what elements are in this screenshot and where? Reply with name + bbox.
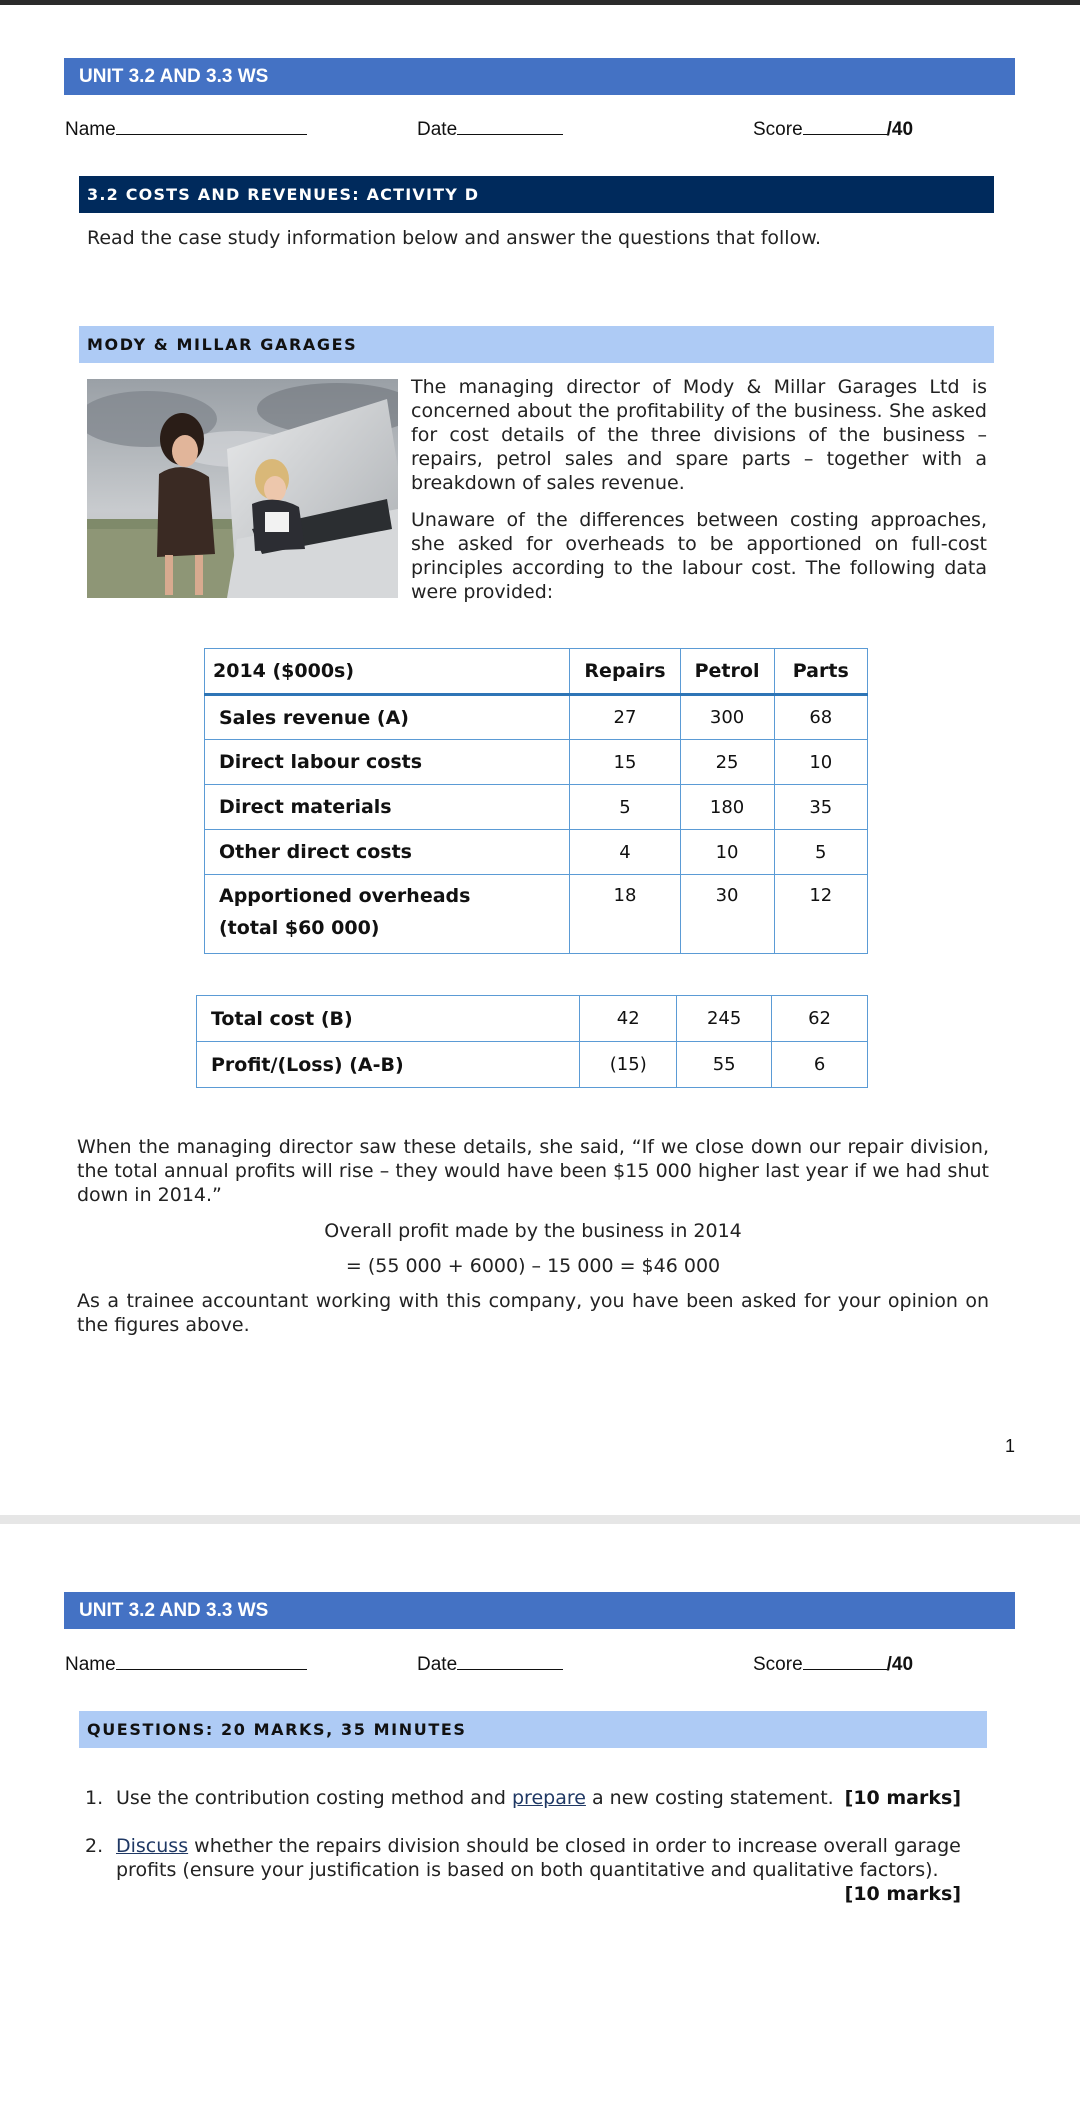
date-field[interactable] — [417, 116, 563, 141]
cell-parts: 35 — [774, 785, 867, 830]
row-label-line1: Apportioned overheads — [219, 885, 471, 907]
row-label-line2: (total $60 000) — [219, 917, 380, 939]
table-row — [197, 996, 868, 1042]
table-row — [205, 695, 868, 740]
header-year: 2014 ($000s) — [205, 649, 570, 695]
marks-label: [10 marks] — [844, 1883, 961, 1905]
cell-repairs: 15 — [570, 740, 680, 785]
cell-parts: 10 — [774, 740, 867, 785]
score-total: /40 — [886, 119, 914, 140]
case-study-heading: MODY & MILLAR GARAGES — [79, 326, 994, 363]
cost-table — [204, 648, 868, 954]
score-field[interactable] — [753, 1651, 913, 1676]
question-number: 2. — [85, 1835, 104, 1857]
question-list — [85, 1786, 961, 1930]
score-label: Score — [753, 1654, 803, 1675]
row-label: Sales revenue (A) — [205, 695, 570, 740]
row-label: Total cost (B) — [197, 996, 580, 1042]
name-field[interactable] — [65, 116, 307, 141]
cell-repairs: 27 — [570, 695, 680, 740]
broken-down-car-photo — [87, 379, 398, 598]
date-label: Date — [417, 119, 458, 140]
intro-text: Read the case study information below and answer the questions that follow. — [87, 227, 822, 249]
cell-repairs: 42 — [580, 996, 677, 1042]
row-label — [205, 875, 570, 954]
question-text: a new costing statement. — [591, 1787, 834, 1809]
name-label: Name — [65, 1654, 116, 1675]
profit-table — [196, 995, 868, 1088]
command-word: prepare — [512, 1787, 586, 1809]
cell-parts: 6 — [772, 1042, 868, 1088]
case-study-photo — [87, 379, 398, 598]
table-row — [205, 830, 868, 875]
score-field[interactable] — [753, 116, 913, 141]
questions-heading: QUESTIONS: 20 MARKS, 35 MINUTES — [79, 1711, 987, 1748]
marks-label: [10 marks] — [844, 1787, 961, 1809]
activity-heading: 3.2 COSTS AND REVENUES: ACTIVITY D — [79, 176, 994, 213]
cell-petrol: 300 — [680, 695, 774, 740]
case-paragraph-2: Unaware of the differences between costing approaches, she asked for overheads to be apportioned on full-cost principles according to the labour cost. The following data were provided: — [411, 509, 987, 603]
cell-repairs: 5 — [570, 785, 680, 830]
cell-parts: 5 — [774, 830, 867, 875]
header-repairs: Repairs — [570, 649, 680, 695]
overall-profit-line1: Overall profit made by the business in 2014 — [324, 1220, 742, 1242]
cell-repairs: 4 — [570, 830, 680, 875]
cell-petrol: 30 — [680, 875, 774, 954]
question-text: Use the contribution costing method and — [116, 1787, 506, 1809]
score-total: /40 — [886, 1654, 914, 1675]
page-number: 1 — [1005, 1436, 1016, 1456]
date-label: Date — [417, 1654, 458, 1675]
question-2 — [85, 1834, 961, 1906]
header-parts: Parts — [774, 649, 867, 695]
row-label: Direct materials — [205, 785, 570, 830]
row-label: Other direct costs — [205, 830, 570, 875]
cell-petrol: 10 — [680, 830, 774, 875]
cell-parts: 12 — [774, 875, 867, 954]
question-number: 1. — [85, 1787, 104, 1809]
cell-repairs: (15) — [580, 1042, 677, 1088]
command-word: Discuss — [116, 1835, 189, 1857]
cell-parts: 68 — [774, 695, 867, 740]
row-label: Profit/(Loss) (A-B) — [197, 1042, 580, 1088]
name-field[interactable] — [65, 1651, 307, 1676]
table-row — [205, 740, 868, 785]
table-row — [205, 785, 868, 830]
document-page-1 — [0, 5, 1080, 1515]
table-row — [205, 875, 868, 954]
overall-profit-line2: = (55 000 + 6000) – 15 000 = $46 000 — [345, 1255, 721, 1277]
cost-table-header — [205, 649, 868, 695]
case-paragraph-1: The managing director of Mody & Millar Garages Ltd is concerned about the profitability of the business. She asked for cost details of the three divisions of the business – repairs, petrol sales and spare parts – together with a breakdown of sales revenue. — [411, 376, 987, 494]
cell-petrol: 55 — [677, 1042, 772, 1088]
header-petrol: Petrol — [680, 649, 774, 695]
table-row — [197, 1042, 868, 1088]
trainee-paragraph: As a trainee accountant working with this company, you have been asked for your opinion on the figures above. — [77, 1290, 989, 1336]
cell-petrol: 180 — [680, 785, 774, 830]
question-text: whether the repairs division should be closed in order to increase overall garage profits (ensure your justification is based on both quantitative and qualitative factors). — [116, 1835, 961, 1881]
date-field[interactable] — [417, 1651, 563, 1676]
name-label: Name — [65, 119, 116, 140]
director-quote: When the managing director saw these details, she said, “If we close down our repair division, the total annual profits will rise – they would have been $15 000 higher last year if we had shut down in 2014.” — [77, 1136, 989, 1206]
score-label: Score — [753, 119, 803, 140]
unit-title-banner: UNIT 3.2 AND 3.3 WS — [64, 1592, 1015, 1629]
row-label: Direct labour costs — [205, 740, 570, 785]
cell-petrol: 25 — [680, 740, 774, 785]
question-1 — [85, 1786, 961, 1810]
cell-petrol: 245 — [677, 996, 772, 1042]
unit-title-banner: UNIT 3.2 AND 3.3 WS — [64, 58, 1015, 95]
cell-parts: 62 — [772, 996, 868, 1042]
cell-repairs: 18 — [570, 875, 680, 954]
